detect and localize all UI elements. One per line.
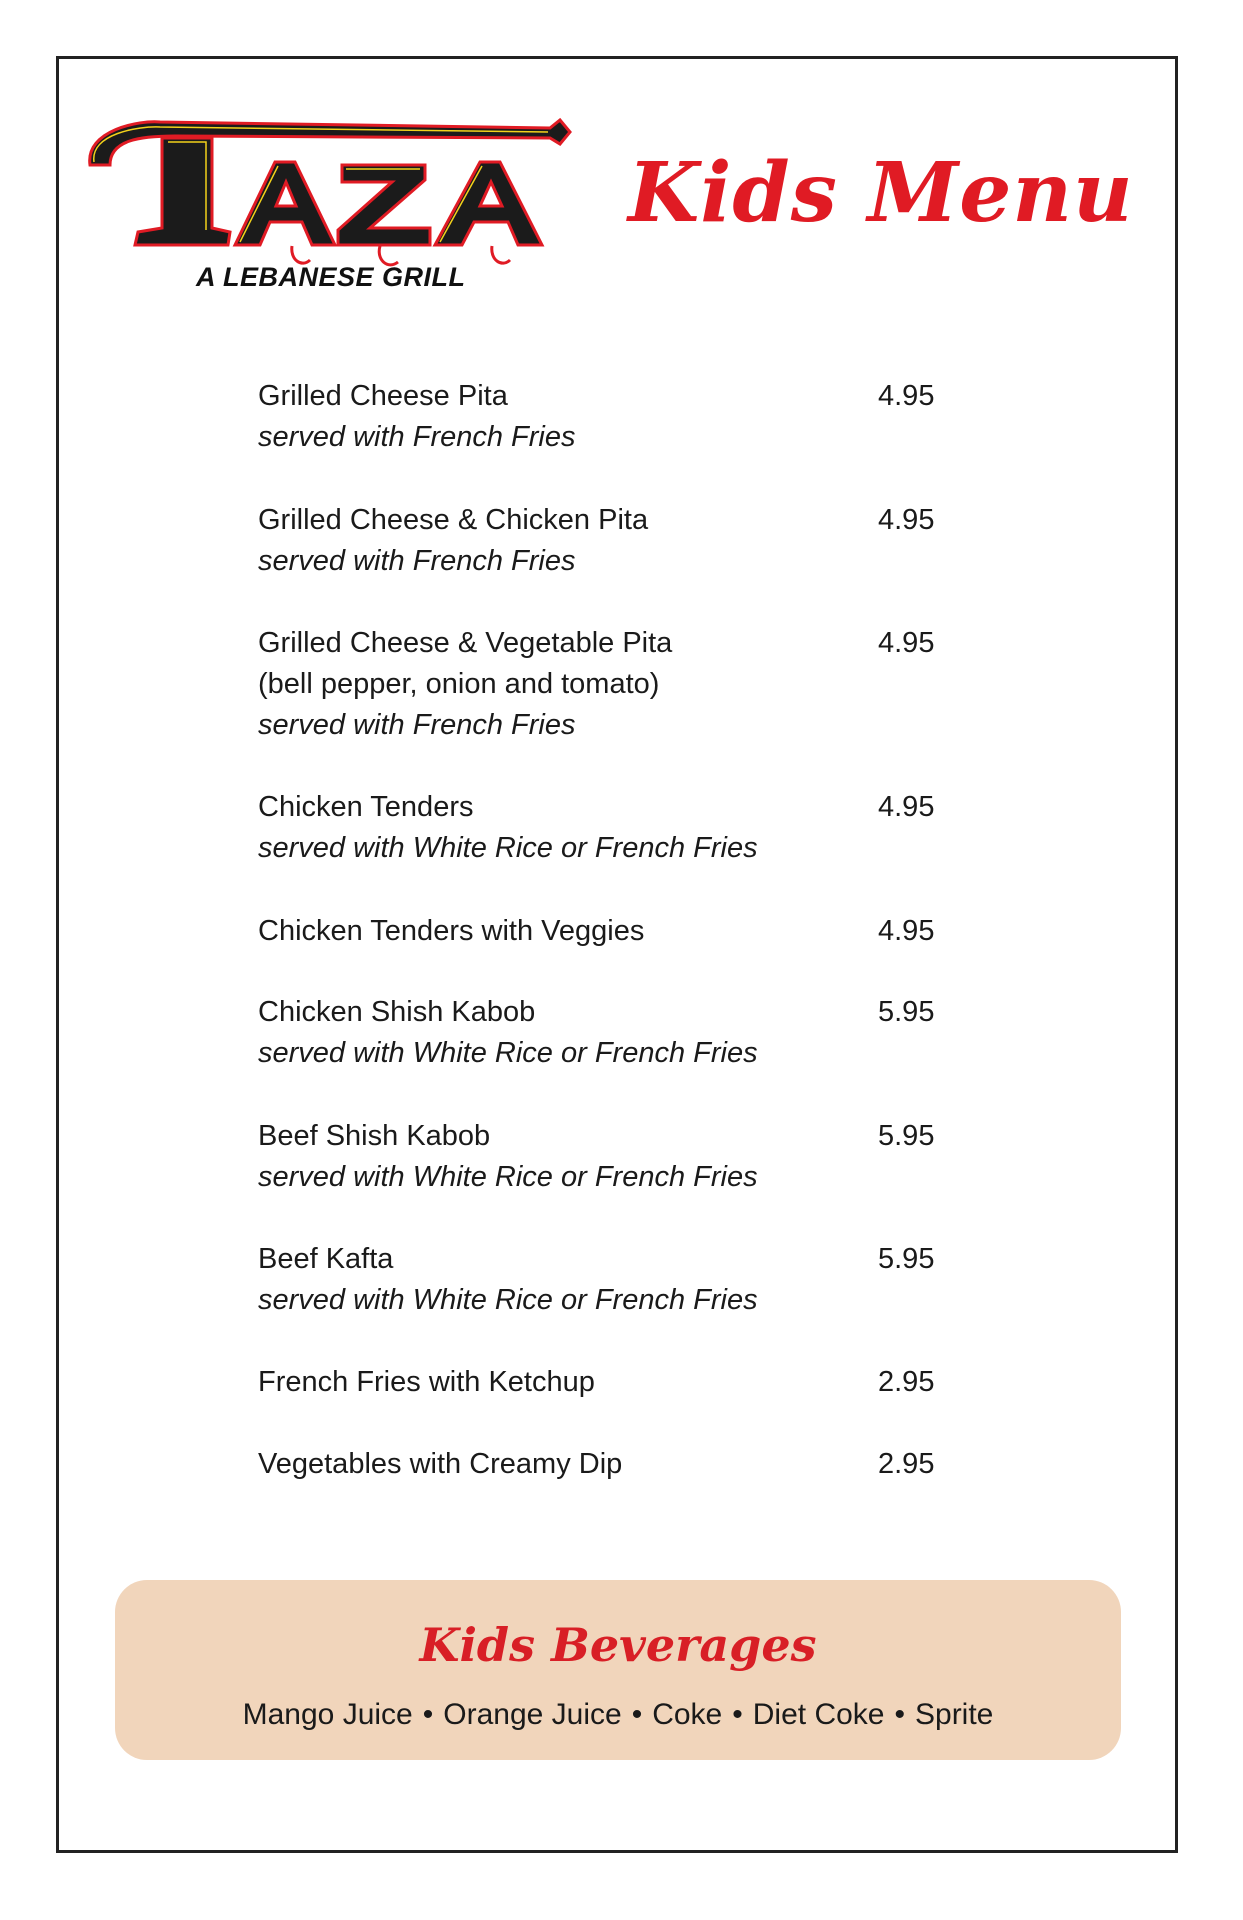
item-name: Grilled Cheese & Chicken Pita [258,504,649,536]
item-description: served with White Rice or French Fries [258,1037,758,1069]
item-name: Grilled Cheese & Vegetable Pita [258,627,673,659]
bullet-separator: • [422,1698,434,1731]
item-description: served with French Fries [258,709,576,741]
item-description: served with White Rice or French Fries [258,1284,758,1316]
beverage-item: Coke [652,1698,723,1731]
item-name: Vegetables with Creamy Dip [258,1448,623,1480]
item-description: served with White Rice or French Fries [258,832,758,864]
item-name: Chicken Shish Kabob [258,996,536,1028]
beverage-item: Diet Coke [752,1698,885,1731]
item-price: 5.95 [878,996,935,1028]
item-price: 4.95 [878,504,935,536]
item-name: French Fries with Ketchup [258,1366,595,1398]
page-title: Kids Menu [628,145,1134,241]
beverages-title: Kids Beverages [419,1618,817,1672]
beverages-box [115,1580,1121,1760]
item-price: 5.95 [878,1120,935,1152]
item-description: served with White Rice or French Fries [258,1161,758,1193]
item-name: Chicken Tenders [258,791,474,823]
item-ingredients: (bell pepper, onion and tomato) [258,668,660,700]
beverage-item: Sprite [915,1698,994,1731]
item-name: Beef Kafta [258,1243,394,1275]
item-name: Beef Shish Kabob [258,1120,491,1152]
bullet-separator: • [894,1698,905,1731]
bullet-separator: • [732,1698,743,1731]
beverages-list [115,1698,1121,1732]
item-price: 2.95 [878,1448,935,1480]
item-name: Grilled Cheese Pita [258,380,508,412]
beverage-item: Mango Juice [242,1698,413,1731]
item-price: 5.95 [878,1243,935,1275]
item-name: Chicken Tenders with Veggies [258,915,645,947]
item-price: 4.95 [878,791,935,823]
item-price: 4.95 [878,380,935,412]
item-description: served with French Fries [258,545,576,577]
logo-subtitle: A LEBANESE GRILL [196,262,466,292]
item-price: 4.95 [878,915,935,947]
beverage-item: Orange Juice [443,1698,622,1731]
bullet-separator: • [631,1698,643,1731]
item-price: 2.95 [878,1366,935,1398]
item-price: 4.95 [878,627,935,659]
item-description: served with French Fries [258,421,576,453]
